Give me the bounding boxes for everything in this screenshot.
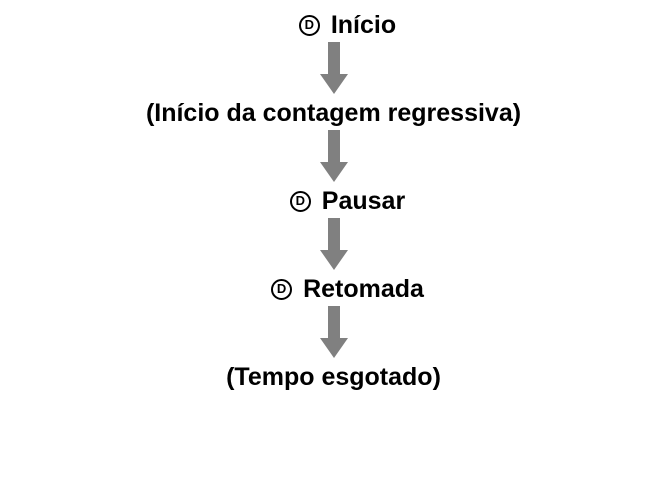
arrow-down-icon [314, 306, 354, 360]
flow-step-label-esgotado: (Tempo esgotado) [226, 362, 441, 391]
flow-step-label-pausar: Pausar [321, 186, 406, 215]
arrow-down-icon [314, 218, 354, 272]
flow-step-pausar[interactable] [290, 184, 405, 218]
flow-step-contagem[interactable] [146, 96, 521, 130]
flow-step-esgotado[interactable] [226, 360, 441, 394]
flow-step-inicio[interactable] [299, 8, 396, 42]
arrow-2-wrap [0, 130, 667, 184]
badge-d-icon: D [290, 191, 311, 212]
arrow-1-wrap [0, 42, 667, 96]
badge-d-icon: D [299, 15, 320, 36]
arrow-4-wrap [0, 306, 667, 360]
arrow-down-icon [314, 130, 354, 184]
flow-step-label-inicio: Início [330, 10, 397, 39]
arrow-down-icon [314, 42, 354, 96]
badge-d-icon: D [271, 279, 292, 300]
arrow-3-wrap [0, 218, 667, 272]
flow-step-label-retomada: Retomada [303, 274, 424, 303]
flow-step-label-contagem: (Início da contagem regressiva) [145, 98, 522, 127]
flow-step-retomada[interactable] [271, 272, 424, 306]
